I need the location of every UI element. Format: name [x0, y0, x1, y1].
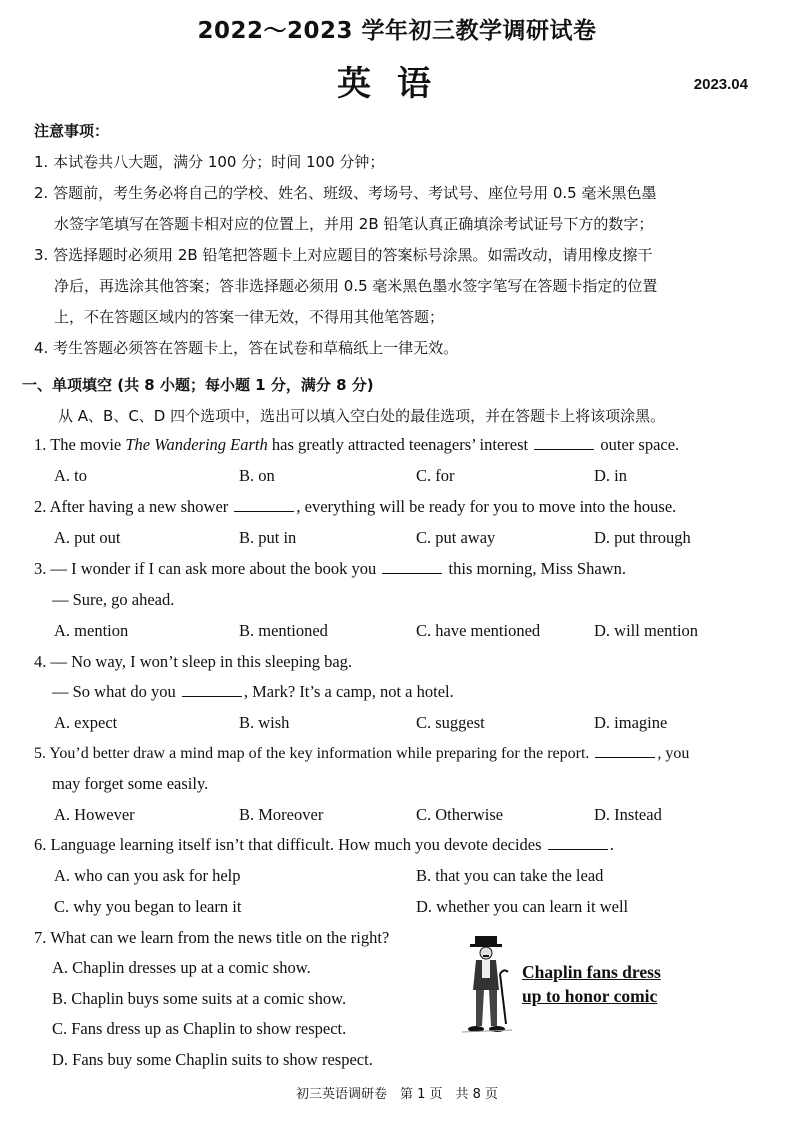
q2-option-d: D. put through: [594, 528, 691, 547]
q6-option-c: C. why you began to learn it: [54, 897, 242, 916]
q3-option-a: A. mention: [54, 621, 129, 640]
q3-option-c: C. have mentioned: [416, 621, 541, 640]
q5-option-d: D. Instead: [594, 805, 662, 824]
question-3-stem: [34, 559, 626, 579]
q3-option-b: B. mentioned: [239, 621, 328, 640]
q7-option-b: B. Chaplin buys some suits at a comic show.: [52, 989, 347, 1008]
q1-option-c: C. for: [416, 466, 455, 485]
q7-option-c: C. Fans dress up as Chaplin to show respect.: [52, 1019, 347, 1038]
subject-title: 英语: [337, 64, 457, 104]
headline-line-2: up to honor comic: [522, 986, 658, 1006]
q2-option-b: B. put in: [239, 528, 297, 547]
headline-line-1: Chaplin fans dress: [522, 962, 661, 982]
q1-movie-title: The Wandering Earth: [125, 435, 268, 454]
news-title-figure: [462, 934, 722, 1034]
question-4-stem: 4. — No way, I won’t sleep in this sleeping bag.: [34, 652, 353, 671]
section-instruction: 从 A、B、C、D 四个选项中，选出可以填入空白处的最佳选项，并在答题卡上将该项涂黑。: [58, 407, 666, 425]
q1-option-a: A. to: [54, 466, 87, 485]
section-heading: 一、单项填空 (共 8 小题；每小题 1 分，满分 8 分): [22, 376, 374, 394]
q6-pre: 6. Language learning itself isn’t that difficult. How much you devote decides: [34, 835, 546, 854]
q6-option-d: D. whether you can learn it well: [416, 897, 629, 916]
q5-pre: 5. You’d better draw a mind map of the key information while preparing for the report.: [34, 745, 594, 762]
q4-reply: [52, 682, 454, 702]
q2-blank: [234, 497, 294, 512]
exam-date: 2023.04: [693, 76, 748, 93]
q1-option-b: B. on: [239, 466, 275, 485]
notice-line-5: 净后，再选涂其他答案；答非选择题必须用 0.5 毫米黑色墨水签字笔写在答题卡指定的位置: [54, 277, 658, 295]
question-6-stem: [34, 835, 614, 855]
notice-line-3: 水签字笔填写在答题卡相对应的位置上，并用 2B 铅笔认真正确填涂考试证号下方的数字；: [54, 215, 654, 233]
q4-option-c: C. suggest: [416, 713, 485, 732]
notice-heading: 注意事项：: [34, 122, 110, 140]
page-footer: 初三英语调研卷 第 1 页 共 8 页: [295, 1087, 499, 1102]
q6-option-a: A. who can you ask for help: [54, 866, 241, 885]
q1-blank: [534, 435, 594, 450]
q4-post: , Mark? It’s a camp, not a hotel.: [243, 682, 454, 701]
q7-option-d: D. Fans buy some Chaplin suits to show respect.: [52, 1050, 373, 1069]
q3-pre: 3. — I wonder if I can ask more about the book you: [34, 559, 381, 578]
q1-pre: 1. The movie: [34, 435, 126, 454]
exam-title: 2022～2023 学年初三教学调研试卷: [197, 18, 597, 44]
q4-option-b: B. wish: [239, 713, 290, 732]
q6-option-b: B. that you can take the lead: [416, 866, 604, 885]
q6-blank: [548, 835, 608, 850]
q3-reply: — Sure, go ahead.: [52, 590, 175, 609]
q1-mid: has greatly attracted teenagers’ interest: [267, 435, 533, 454]
q1-post: outer space.: [596, 435, 680, 454]
q4-option-a: A. expect: [54, 713, 118, 732]
q5-post: , you: [657, 745, 690, 762]
notice-line-4: 3. 答选择题时必须用 2B 铅笔把答题卡上对应题目的答案标号涂黑。如需改动，请用橡皮擦干: [34, 246, 653, 264]
question-7-stem: 7. What can we learn from the news title on the right?: [34, 928, 390, 947]
q2-option-a: A. put out: [54, 528, 121, 547]
q2-post: , everything will be ready for you to move into the house.: [296, 497, 677, 516]
q5-option-a: A. However: [54, 805, 135, 824]
news-headline: [522, 960, 661, 1008]
notice-line-1: 1. 本试卷共八大题，满分 100 分；时间 100 分钟；: [34, 153, 385, 171]
notice-line-6: 上，不在答题区域内的答案一律无效，不得用其他笔答题；: [54, 308, 445, 326]
question-5-stem: [34, 743, 689, 763]
q4-pre: — So what do you: [52, 682, 180, 701]
q1-option-d: D. in: [594, 466, 627, 485]
q5-option-c: C. Otherwise: [416, 805, 504, 824]
notice-line-2: 2. 答题前，考生务必将自己的学校、姓名、班级、考场号、考试号、座位号用 0.5 毫米黑色墨: [34, 184, 657, 202]
question-2-stem: [34, 497, 676, 517]
notice-line-7: 4. 考生答题必须答在答题卡上，答在试卷和草稿纸上一律无效。: [34, 339, 459, 357]
q3-option-d: D. will mention: [594, 621, 699, 640]
question-1-stem: [34, 435, 679, 455]
q3-post: this morning, Miss Shawn.: [444, 559, 626, 578]
q2-pre: 2. After having a new shower: [34, 497, 233, 516]
chaplin-figure-icon: [462, 934, 512, 1034]
q5-line-2: may forget some easily.: [52, 774, 209, 793]
q4-option-d: D. imagine: [594, 713, 668, 732]
q2-option-c: C. put away: [416, 528, 496, 547]
q7-option-a: A. Chaplin dresses up at a comic show.: [52, 958, 311, 977]
q3-blank: [382, 559, 442, 574]
q6-post: .: [609, 835, 614, 854]
q4-blank: [182, 682, 242, 697]
q5-blank: [595, 743, 655, 758]
q5-option-b: B. Moreover: [239, 805, 324, 824]
